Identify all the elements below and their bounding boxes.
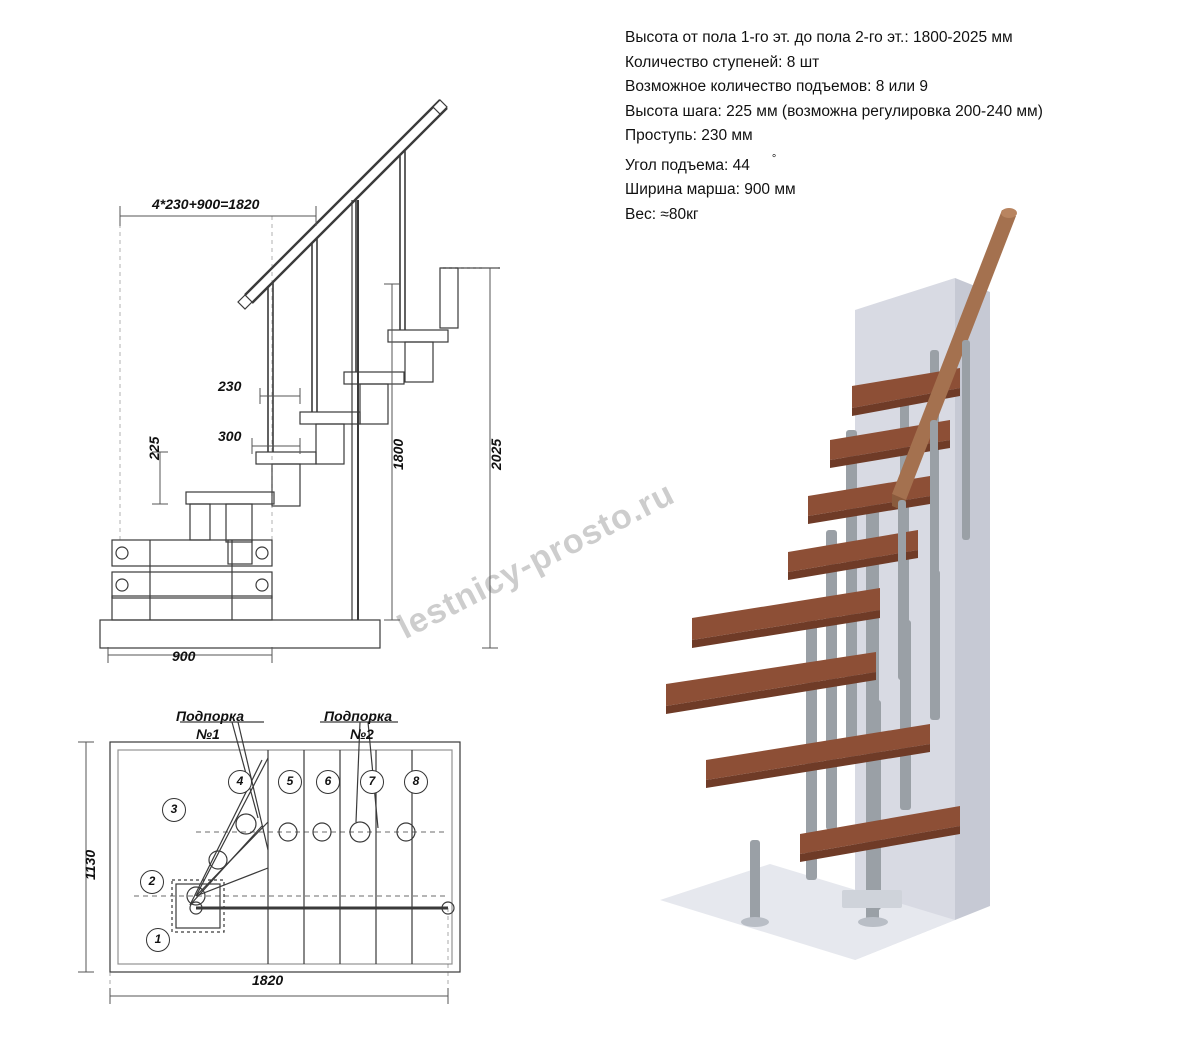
spec-line-tread: Проступь: 230 мм [625, 127, 753, 144]
spec-line-angle [625, 149, 1145, 179]
step-number-2: 2 [140, 870, 164, 894]
spec-angle-label: Угол подъема: 44 [625, 156, 750, 174]
step-number-7: 7 [360, 770, 384, 794]
dim-width-bottom: 900 [172, 648, 196, 664]
spec-line-risers: Возможное количество подъемов: 8 или 9 [625, 78, 928, 95]
dim-landing: 300 [218, 428, 242, 444]
callout-support-2-line2: №2 [350, 726, 374, 742]
spec-line-riser-h: Высота шага: 225 мм (возможна регулировка 200-240 мм) [625, 102, 1043, 120]
dim-height-outer: 2025 [488, 438, 504, 470]
step-number-3: 3 [162, 798, 186, 822]
spec-line-weight: Вес: ≈80кг [625, 205, 699, 223]
step-number-1: 1 [146, 928, 170, 952]
spec-line-height: Высота от пола 1-го эт. до пола 2-го эт.: 1800-2025 мм [625, 29, 1013, 46]
dim-tread: 230 [218, 378, 242, 394]
step-number-4: 4 [228, 770, 252, 794]
dim-riser: 225 [146, 436, 162, 460]
spec-line-steps: Количество ступеней: 8 шт [625, 53, 820, 71]
dim-plan-depth: 1130 [82, 849, 98, 880]
callout-support-2-line1: Подпорка [324, 708, 392, 724]
specification-list [625, 26, 1145, 227]
dim-height-inner: 1800 [390, 438, 406, 470]
side-elevation-drawing [0, 0, 620, 700]
stair-3d-render [630, 200, 1190, 1000]
step-number-5: 5 [278, 770, 302, 794]
watermark: lestnicy-prosto.ru [391, 474, 681, 647]
dim-plan-width: 1820 [252, 972, 284, 988]
step-number-8: 8 [404, 770, 428, 794]
callout-support-1-line1: Подпорка [176, 708, 244, 724]
degree-symbol: ° [771, 152, 777, 165]
callout-support-1-line2: №1 [196, 726, 220, 742]
step-number-6: 6 [316, 770, 340, 794]
spec-line-width: Ширина марша: 900 мм [625, 181, 796, 199]
dim-top-run: 4*230+900=1820 [152, 196, 260, 212]
